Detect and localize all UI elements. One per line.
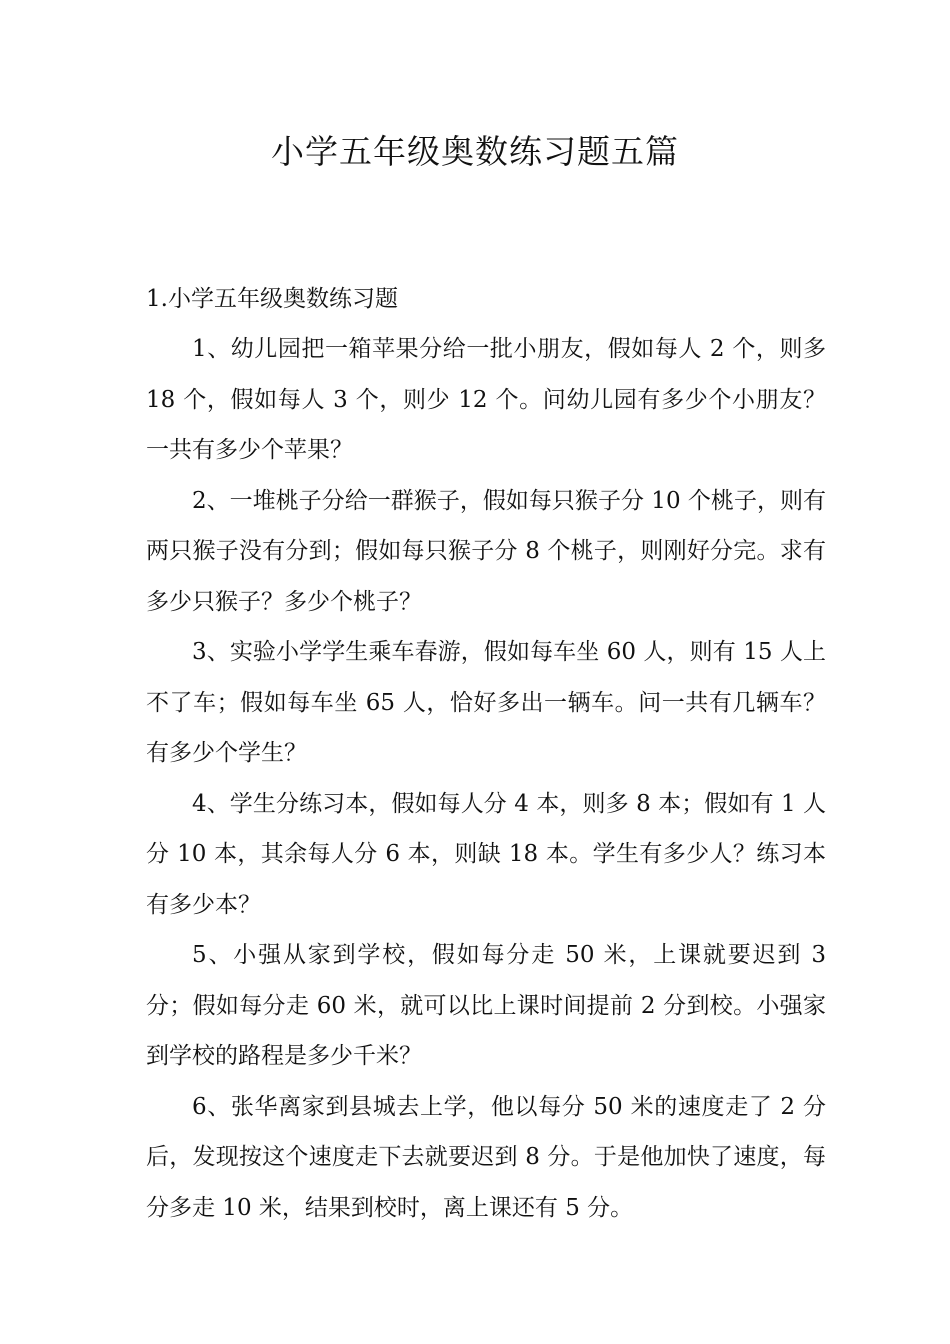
document-title: 小学五年级奥数练习题五篇 — [271, 132, 679, 171]
problem-1: 1、幼儿园把一箱苹果分给一批小朋友，假如每人 2 个，则多 18 个，假如每人 3 个，则少 12 个。问幼儿园有多少个小朋友？一共有多少个苹果？ — [146, 336, 826, 463]
section-heading: 1.小学五年级奥数练习题 — [146, 286, 398, 312]
problem-6: 6、张华离家到县城去上学，他以每分 50 米的速度走了 2 分后，发现按这个速度走下去就要迟到 8 分。于是他加快了速度，每分多走 10 米，结果到校时，离上课还有 5 分。 — [146, 1093, 826, 1221]
document-body — [146, 274, 826, 1233]
problem-5: 5、小强从家到学校，假如每分走 50 米，上课就要迟到 3 分；假如每分走 60 米，就可以比上课时间提前 2 分到校。小强家到学校的路程是多少千米？ — [146, 942, 826, 1069]
problem-2: 2、一堆桃子分给一群猴子，假如每只猴子分 10 个桃子，则有两只猴子没有分到；假如每只猴子分 8 个桃子，则刚好分完。求有多少只猴子？多少个桃子？ — [146, 487, 826, 615]
problem-4: 4、学生分练习本，假如每人分 4 本，则多 8 本；假如有 1 人分 10 本，其余每人分 6 本，则缺 18 本。学生有多少人？练习本有多少本？ — [146, 790, 826, 918]
problem-3: 3、实验小学学生乘车春游，假如每车坐 60 人，则有 15 人上不了车；假如每车坐 65 人，恰好多出一辆车。问一共有几辆车？有多少个学生？ — [146, 639, 826, 766]
